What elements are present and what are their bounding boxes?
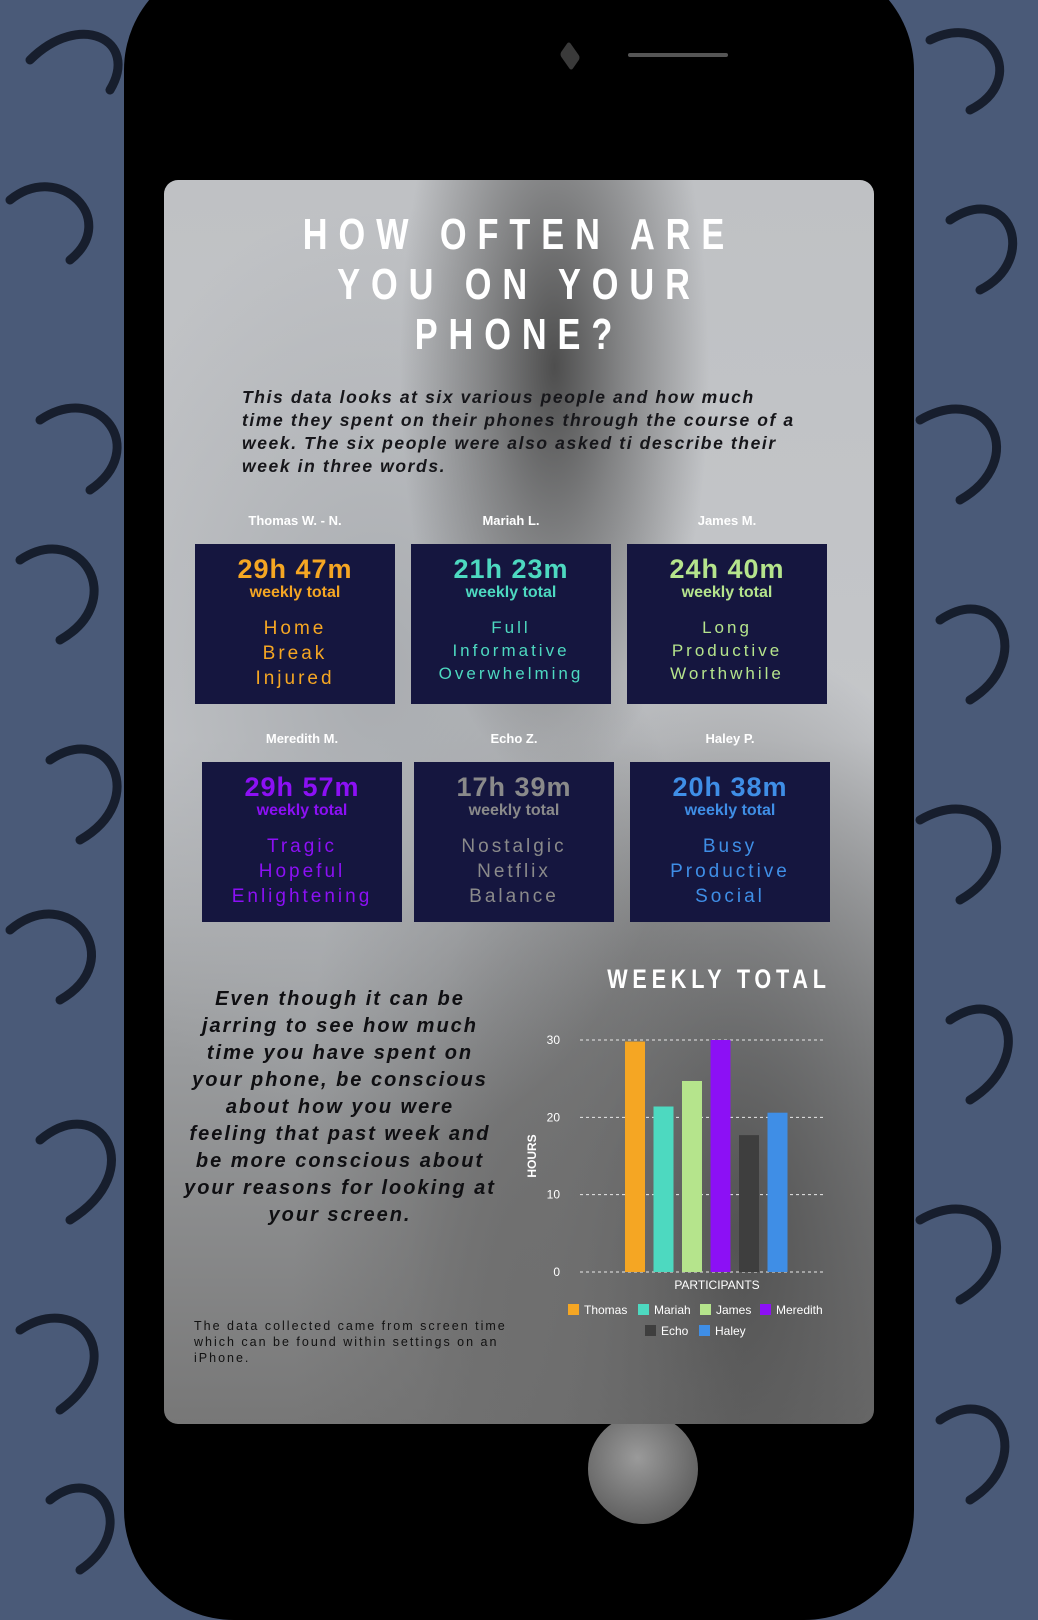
word: Social <box>695 886 765 907</box>
phone-screen <box>164 180 874 1424</box>
word: Overwhelming <box>438 664 584 683</box>
person-card-thomas <box>195 544 395 704</box>
person-name-haley: Haley P. <box>705 731 755 746</box>
word: Busy <box>702 836 758 857</box>
word: Balance <box>469 886 559 907</box>
word: Netflix <box>477 861 551 882</box>
person-card-james <box>627 544 827 704</box>
weekly-total-value: 20h 38m <box>672 772 788 802</box>
word: Long <box>702 618 752 637</box>
weekly-total-value: 21h 23m <box>453 554 569 584</box>
legend-label-meredith: Meredith <box>776 1303 823 1317</box>
three-words <box>627 616 827 685</box>
three-words <box>411 616 611 685</box>
y-tick-label: 20 <box>546 1110 560 1125</box>
legend-swatch-thomas <box>568 1304 579 1315</box>
legend-swatch-haley <box>699 1325 710 1336</box>
word: Enlightening <box>231 886 373 907</box>
y-tick-label: 30 <box>546 1033 560 1047</box>
word: Productive <box>670 861 790 882</box>
title-line: PHONE? <box>414 310 624 359</box>
title-line: YOU ON YOUR <box>337 260 701 309</box>
intro-text: This data looks at six various people and how much time they spent on their phones through the course of a week. The six people were also asked ti describe their week in three words. <box>242 387 795 476</box>
chart-title: WEEKLY TOTAL <box>607 964 831 994</box>
title-line: HOW OFTEN ARE <box>302 210 736 259</box>
speaker-grille <box>628 53 728 57</box>
legend-label-mariah: Mariah <box>654 1303 691 1317</box>
bar-thomas <box>625 1042 645 1272</box>
person-card-meredith <box>202 762 402 922</box>
legend-swatch-echo <box>645 1325 656 1336</box>
page-title <box>242 210 796 360</box>
bar-echo <box>739 1135 759 1272</box>
three-words <box>195 616 395 691</box>
source-note: The data collected came from screen time which can be found within settings on an iPhone. <box>194 1319 507 1365</box>
weekly-total-value: 17h 39m <box>456 772 572 802</box>
person-name-echo: Echo Z. <box>490 731 538 746</box>
weekly-total-value: 29h 57m <box>244 772 360 802</box>
three-words <box>202 834 402 909</box>
person-name-thomas: Thomas W. - N. <box>248 513 342 528</box>
word: Informative <box>452 641 570 660</box>
y-tick-label: 0 <box>553 1265 560 1279</box>
y-tick-label: 10 <box>546 1187 560 1202</box>
word: Hopeful <box>258 861 346 882</box>
home-button[interactable] <box>588 1414 698 1524</box>
weekly-total-label: weekly total <box>249 584 341 601</box>
legend-label-james: James <box>716 1303 752 1317</box>
person-card-mariah <box>411 544 611 704</box>
person-name-james: James M. <box>697 513 757 528</box>
word: Tragic <box>266 836 338 857</box>
weekly-total-label: weekly total <box>681 584 773 601</box>
bar-meredith <box>711 1040 731 1272</box>
legend-swatch-mariah <box>638 1304 649 1315</box>
bar-james <box>682 1081 702 1272</box>
three-words <box>414 834 614 909</box>
three-words <box>630 834 830 909</box>
legend-label-echo: Echo <box>661 1324 689 1338</box>
weekly-total-label: weekly total <box>465 584 557 601</box>
weekly-total-value: 29h 47m <box>237 554 353 584</box>
weekly-total-chart <box>516 1010 836 1390</box>
weekly-total-value: 24h 40m <box>669 554 785 584</box>
legend-swatch-meredith <box>760 1304 771 1315</box>
weekly-total-label: weekly total <box>468 802 560 819</box>
word: Worthwhile <box>670 664 784 683</box>
x-axis-label: PARTICIPANTS <box>674 1278 760 1292</box>
legend-label-thomas: Thomas <box>584 1303 628 1317</box>
weekly-total-label: weekly total <box>256 802 348 819</box>
word: Productive <box>671 641 783 660</box>
person-name-mariah: Mariah L. <box>482 513 540 528</box>
closing-message: Even though it can be jarring to see how much time you have spent on your phone, be conscious about how you were feeling that past week and be more conscious about your reasons for looking at your screen. <box>184 988 496 1226</box>
word: Full <box>491 618 531 637</box>
bar-mariah <box>654 1107 674 1272</box>
word: Injured <box>255 668 335 689</box>
legend-swatch-james <box>700 1304 711 1315</box>
weekly-total-label: weekly total <box>684 802 776 819</box>
camera-icon <box>560 41 581 71</box>
person-card-haley <box>630 762 830 922</box>
bar-haley <box>768 1113 788 1272</box>
legend-label-haley: Haley <box>715 1324 746 1338</box>
word: Break <box>262 643 328 664</box>
word: Nostalgic <box>461 836 567 857</box>
person-card-echo <box>414 762 614 922</box>
word: Home <box>263 618 327 639</box>
person-name-meredith: Meredith M. <box>265 731 339 746</box>
y-axis-label: HOURS <box>525 1134 539 1178</box>
